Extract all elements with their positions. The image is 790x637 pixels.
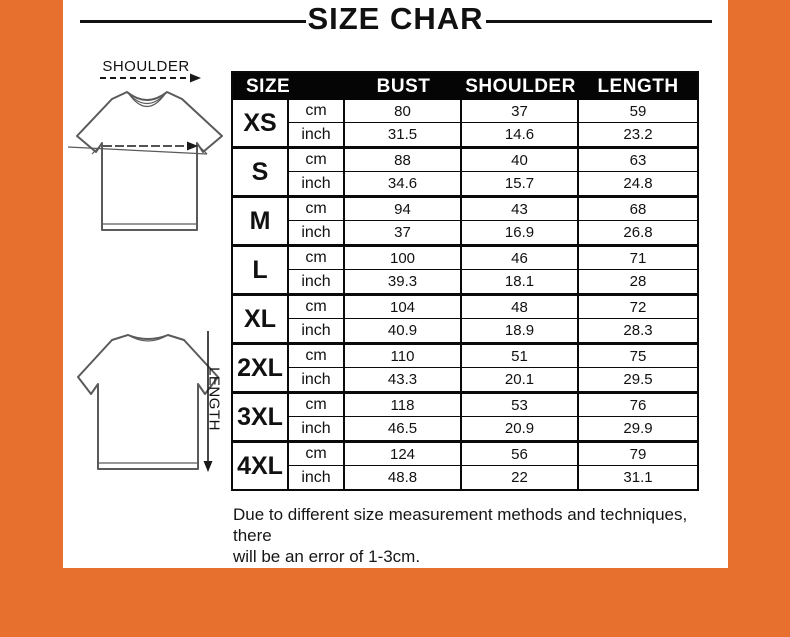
length-inch-value: 23.2 (579, 123, 697, 146)
bust-inch-value: 39.3 (345, 270, 462, 293)
unit-cm-label: cm (289, 100, 345, 123)
orange-border-left (0, 0, 63, 637)
bust-inch-value: 34.6 (345, 172, 462, 195)
length-inch-value: 29.9 (579, 417, 697, 440)
length-inch-value: 24.8 (579, 172, 697, 195)
bust-inch-value: 46.5 (345, 417, 462, 440)
bust-inch-value: 37 (345, 221, 462, 244)
header-shoulder: SHOULDER (465, 75, 576, 97)
size-row-group-2xl (233, 345, 697, 394)
header-size: SIZE (246, 75, 291, 97)
bust-cm-value: 94 (345, 198, 462, 221)
header-bust: BUST (376, 75, 431, 97)
shoulder-cm-value: 53 (462, 394, 579, 417)
unit-inch-label: inch (289, 368, 345, 391)
size-label: 3XL (233, 394, 289, 440)
length-inch-value: 29.5 (579, 368, 697, 391)
tshirt-front-diagram (68, 55, 232, 240)
unit-cm-label: cm (289, 394, 345, 417)
measurement-disclaimer (233, 504, 723, 567)
shoulder-measure-label: SHOULDER (102, 58, 190, 75)
unit-cm-label: cm (289, 149, 345, 172)
size-table-header (233, 73, 697, 100)
shoulder-inch-value: 18.1 (462, 270, 579, 293)
size-row-group-m (233, 198, 697, 247)
bust-cm-value: 104 (345, 296, 462, 319)
unit-cm-label: cm (289, 296, 345, 319)
disclaimer-line-2: will be an error of 1-3cm. (233, 547, 421, 566)
length-inch-value: 31.1 (579, 466, 697, 489)
unit-cm-label: cm (289, 247, 345, 270)
shoulder-cm-value: 56 (462, 443, 579, 466)
shoulder-inch-value: 20.9 (462, 417, 579, 440)
bust-inch-value: 48.8 (345, 466, 462, 489)
unit-inch-label: inch (289, 123, 345, 146)
length-cm-value: 63 (579, 149, 697, 172)
shoulder-cm-value: 51 (462, 345, 579, 368)
length-inch-value: 28 (579, 270, 697, 293)
tshirt-back-outline (78, 335, 218, 469)
shoulder-cm-value: 48 (462, 296, 579, 319)
bust-cm-value: 110 (345, 345, 462, 368)
shoulder-cm-value: 43 (462, 198, 579, 221)
length-cm-value: 59 (579, 100, 697, 123)
bust-inch-value: 43.3 (345, 368, 462, 391)
shoulder-inch-value: 20.1 (462, 368, 579, 391)
disclaimer-line-1: Due to different size measurement methods and techniques, there (233, 505, 688, 545)
tshirt-front-outline (77, 92, 222, 230)
shoulder-cm-value: 46 (462, 247, 579, 270)
size-row-group-xs (233, 100, 697, 149)
bust-cm-value: 100 (345, 247, 462, 270)
size-table-body (233, 100, 697, 489)
size-row-group-3xl (233, 394, 697, 443)
length-measure-label: LENGTH (205, 367, 223, 431)
unit-inch-label: inch (289, 172, 345, 195)
header-length: LENGTH (597, 75, 679, 97)
title-rule-right (486, 20, 712, 23)
unit-inch-label: inch (289, 466, 345, 489)
shoulder-inch-value: 18.9 (462, 319, 579, 342)
unit-cm-label: cm (289, 345, 345, 368)
bust-cm-value: 124 (345, 443, 462, 466)
bust-inch-value: 40.9 (345, 319, 462, 342)
size-table (231, 71, 699, 491)
shoulder-cm-value: 37 (462, 100, 579, 123)
size-label: 2XL (233, 345, 289, 391)
bust-cm-value: 118 (345, 394, 462, 417)
unit-cm-label: cm (289, 198, 345, 221)
length-inch-value: 28.3 (579, 319, 697, 342)
size-row-group-s (233, 149, 697, 198)
size-label: 4XL (233, 443, 289, 489)
page-title: SIZE CHAR (307, 1, 484, 36)
shoulder-inch-value: 16.9 (462, 221, 579, 244)
unit-inch-label: inch (289, 270, 345, 293)
shoulder-inch-value: 14.6 (462, 123, 579, 146)
orange-border-bottom (0, 568, 790, 637)
length-cm-value: 68 (579, 198, 697, 221)
bust-cm-value: 88 (345, 149, 462, 172)
size-row-group-4xl (233, 443, 697, 489)
size-label: S (233, 149, 289, 195)
length-cm-value: 75 (579, 345, 697, 368)
length-cm-value: 79 (579, 443, 697, 466)
bust-cm-value: 80 (345, 100, 462, 123)
orange-border-right (728, 0, 790, 637)
size-label: M (233, 198, 289, 244)
bust-inch-value: 31.5 (345, 123, 462, 146)
size-row-group-l (233, 247, 697, 296)
size-label: XL (233, 296, 289, 342)
size-label: XS (233, 100, 289, 146)
shoulder-cm-value: 40 (462, 149, 579, 172)
length-cm-value: 72 (579, 296, 697, 319)
shoulder-inch-value: 22 (462, 466, 579, 489)
size-row-group-xl (233, 296, 697, 345)
shoulder-arrow (100, 74, 201, 83)
shoulder-inch-value: 15.7 (462, 172, 579, 195)
length-cm-value: 71 (579, 247, 697, 270)
unit-inch-label: inch (289, 417, 345, 440)
length-inch-value: 26.8 (579, 221, 697, 244)
unit-inch-label: inch (289, 221, 345, 244)
unit-inch-label: inch (289, 319, 345, 342)
unit-cm-label: cm (289, 443, 345, 466)
size-label: L (233, 247, 289, 293)
length-cm-value: 76 (579, 394, 697, 417)
